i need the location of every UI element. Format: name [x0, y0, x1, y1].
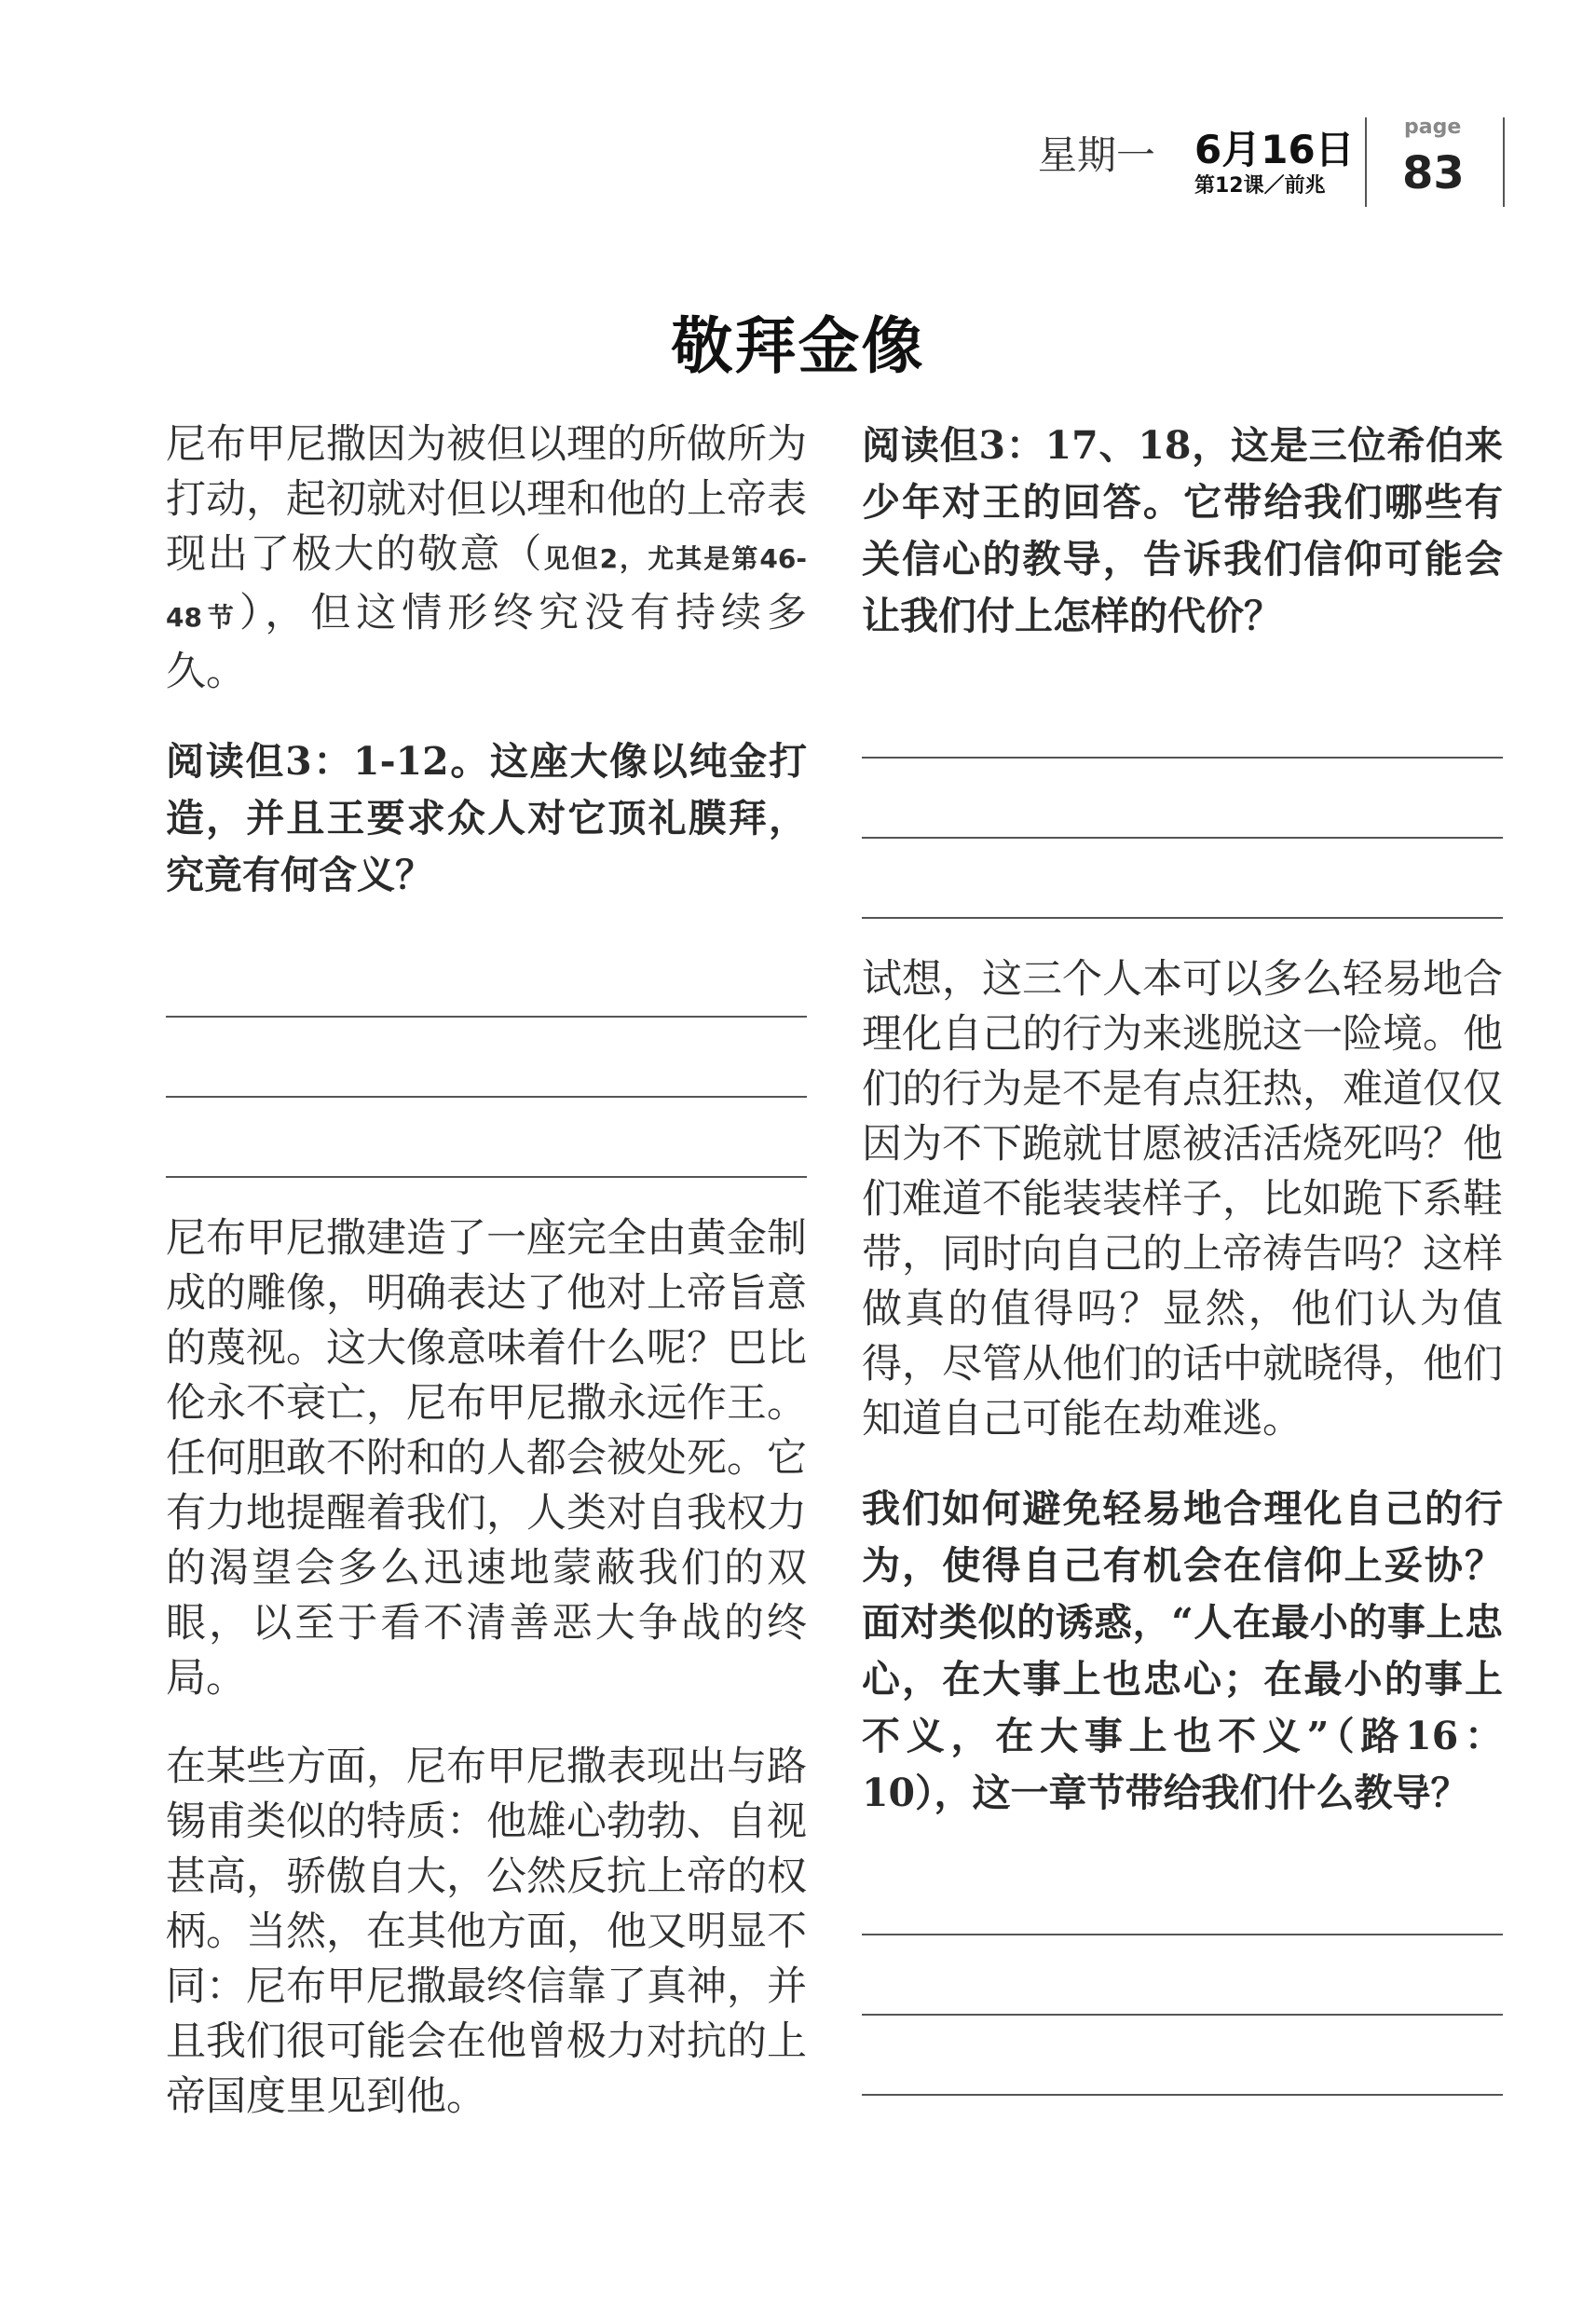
- answer-line[interactable]: [862, 839, 1503, 919]
- intro-text-b: ），但这情形终究没有持续多久。: [166, 590, 808, 695]
- answer-lines-3[interactable]: [862, 1855, 1503, 2096]
- date: 6月16日: [1194, 127, 1355, 172]
- answer-line[interactable]: [862, 759, 1503, 839]
- answer-lines-2[interactable]: [862, 678, 1503, 919]
- answer-lines-1[interactable]: [166, 937, 807, 1178]
- page-header: [0, 112, 1596, 214]
- answer-line[interactable]: [862, 1935, 1503, 2016]
- page-title: 敬拜金像: [671, 310, 925, 382]
- intro-text-a: 尼布甲尼撒因为被但以理的所做所为打动，起初就对但以理和他的上帝表现出了极大的敬意（: [166, 421, 807, 578]
- header-divider-right: [1503, 117, 1505, 207]
- header-divider: [1365, 117, 1367, 207]
- question-3: 我们如何避免轻易地合理化自己的行为，使得自己有机会在信仰上妥协？面对类似的诱惑，“人在最小的事上忠心，在大事上也忠心；在最小的事上不义，在大事上也不义”（路16：10），这一章节带给我们什么教导？: [862, 1486, 1503, 1815]
- answer-line[interactable]: [166, 1098, 807, 1178]
- answer-line[interactable]: [862, 678, 1503, 759]
- page-number: 83: [1402, 147, 1465, 199]
- paragraph-lucifer: 在某些方面，尼布甲尼撒表现出与路锡甫类似的特质：他雄心勃勃、自视甚高，骄傲自大，公然反抗上帝的权柄。当然，在其他方面，他又明显不同：尼布甲尼撒最终信靠了真神，并且我们很可能会在他曾极力对抗的上帝国度里见到他。: [166, 1744, 807, 2120]
- answer-line[interactable]: [166, 1018, 807, 1098]
- intro-reference: 见但2，尤其是第46-48节: [166, 543, 808, 633]
- answer-line[interactable]: [862, 2016, 1503, 2096]
- page-label: page: [1404, 116, 1462, 139]
- left-column: [166, 417, 807, 2158]
- paragraph-golden-image: 尼布甲尼撒建造了一座完全由黄金制成的雕像，明确表达了他对上帝旨意的蔑视。这大像意味着什么呢？巴比伦永不衰亡，尼布甲尼撒永远作王。任何胆敢不附和的人都会被处死。它有力地提醒着我们，人类对自我权力的渴望会多么迅速地蒙蔽我们的双眼，以至于看不清善恶大争战的终局。: [166, 1215, 807, 1702]
- answer-line[interactable]: [862, 1855, 1503, 1935]
- weekday: 星期一: [1038, 132, 1156, 178]
- right-column: [862, 417, 1503, 2129]
- question-1: 阅读但3：1-12。这座大像以纯金打造，并且王要求众人对它顶礼膜拜，究竟有何含义？: [166, 739, 807, 897]
- paragraph-intro: [166, 417, 807, 700]
- answer-line[interactable]: [166, 937, 807, 1018]
- lesson-label: 第12课／前兆: [1194, 174, 1326, 198]
- paragraph-three-men: 试想，这三个人本可以多么轻易地合理化自己的行为来逃脱这一险境。他们的行为是不是有点狂热，难道仅仅因为不下跪就甘愿被活活烧死吗？他们难道不能装装样子，比如跪下系鞋带，同时向自己的上帝祷告吗？这样做真的值得吗？显然，他们认为值得，尽管从他们的话中就晓得，他们知道自己可能在劫难逃。: [862, 956, 1503, 1443]
- question-2: 阅读但3：17、18，这是三位希伯来少年对王的回答。它带给我们哪些有关信心的教导，告诉我们信仰可能会让我们付上怎样的代价？: [862, 423, 1503, 638]
